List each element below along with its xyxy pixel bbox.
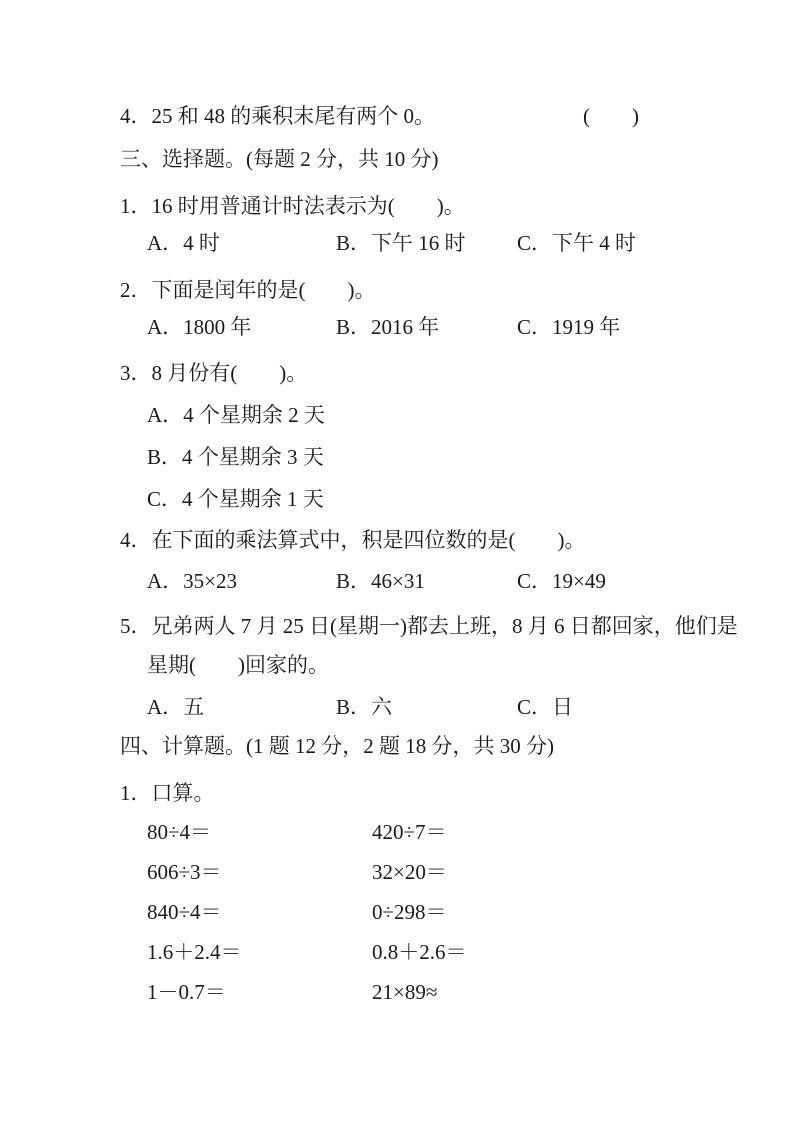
oral-problem-1a: 80÷4＝ bbox=[147, 820, 212, 844]
oral-problem-3b: 0÷298＝ bbox=[372, 900, 447, 924]
question-2-text: 2．下面是闰年的是( )。 bbox=[120, 278, 376, 302]
oral-problem-2a: 606÷3＝ bbox=[147, 860, 222, 884]
question-4-option-c: C．19×49 bbox=[517, 569, 606, 593]
oral-problem-3a: 840÷4＝ bbox=[147, 900, 222, 924]
oral-problem-5a: 1－0.7＝ bbox=[147, 980, 226, 1004]
question-4-option-b: B．46×31 bbox=[336, 569, 425, 593]
question-3-text: 3．8 月份有( )。 bbox=[120, 361, 308, 385]
section-choice-heading: 三、选择题。(每题 2 分，共 10 分) bbox=[120, 147, 439, 171]
judgement-item-text: 4．25 和 48 的乘积末尾有两个 0。 bbox=[120, 104, 435, 128]
oral-problem-2b: 32×20＝ bbox=[372, 860, 447, 884]
question-4-text: 4．在下面的乘法算式中，积是四位数的是( )。 bbox=[120, 528, 586, 552]
question-4-option-a: A．35×23 bbox=[147, 569, 238, 593]
question-2-option-a: A．1800 年 bbox=[147, 315, 252, 339]
question-5-option-c: C．日 bbox=[517, 695, 574, 719]
question-2-option-b: B．2016 年 bbox=[336, 315, 440, 339]
question-5-text-line2: 星期( )回家的。 bbox=[147, 653, 329, 677]
oral-problem-1b: 420÷7＝ bbox=[372, 820, 447, 844]
oral-calc-title: 1．口算。 bbox=[120, 781, 215, 805]
judgement-answer-blank: ( ) bbox=[583, 104, 639, 128]
question-1-option-c: C．下午 4 时 bbox=[517, 231, 637, 255]
question-5-option-a: A．五 bbox=[147, 695, 205, 719]
question-1-option-a: A．4 时 bbox=[147, 231, 220, 255]
oral-problem-4a: 1.6＋2.4＝ bbox=[147, 940, 242, 964]
question-5-text-line1: 5．兄弟两人 7 月 25 日(星期一)都去上班，8 月 6 日都回家，他们是 bbox=[120, 614, 738, 638]
question-3-option-c: C．4 个星期余 1 天 bbox=[147, 487, 324, 511]
oral-problem-5b: 21×89≈ bbox=[372, 980, 438, 1004]
question-1-option-b: B．下午 16 时 bbox=[336, 231, 466, 255]
question-1-text: 1．16 时用普通计时法表示为( )。 bbox=[120, 194, 465, 218]
question-3-option-b: B．4 个星期余 3 天 bbox=[147, 445, 324, 469]
question-3-option-a: A．4 个星期余 2 天 bbox=[147, 403, 325, 427]
question-2-option-c: C．1919 年 bbox=[517, 315, 621, 339]
section-calc-heading: 四、计算题。(1 题 12 分，2 题 18 分，共 30 分) bbox=[120, 734, 554, 758]
question-5-option-b: B．六 bbox=[336, 695, 393, 719]
oral-problem-4b: 0.8＋2.6＝ bbox=[372, 940, 467, 964]
